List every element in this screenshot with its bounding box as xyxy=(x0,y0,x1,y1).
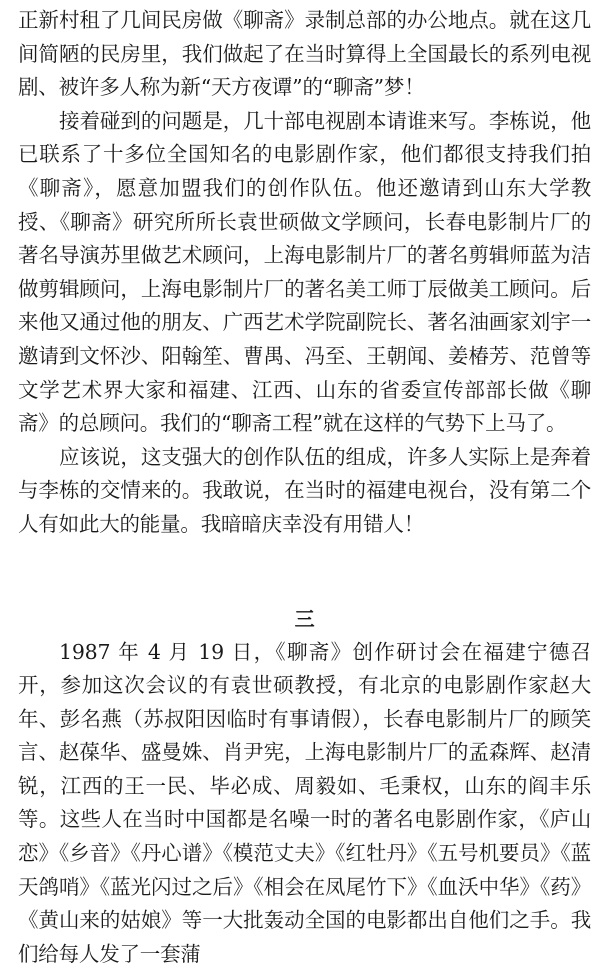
paragraph-writers: 接着碰到的问题是，几十部电视剧本请谁来写。李栋说，他已联系了十多位全国知名的电影剧作家，他们都很支持我们拍《聊斋》，愿意加盟我们的创作队伍。他还邀请到山东大学教授、《聊斋》研究所所长袁世硕做文学顾问，长春电影制片厂的著名导演苏里做艺术顾问，上海电影制片厂的著名剪辑师蓝为洁做剪辑顾问，上海电影制片厂的著名美工师丁辰做美工顾问。后来他又通过他的朋友、广西艺术学院副院长、著名油画家刘宇一邀请到文怀沙、阳翰笙、曹禺、冯至、王朝闻、姜椿芳、范曾等文学艺术界大家和福建、江西、山东的省委宣传部部长做《聊斋》的总顾问。我们的“聊斋工程”就在这样的气势下上马了。 xyxy=(18,105,591,441)
section-spacer xyxy=(18,542,591,602)
paragraph-continuation: 正新村租了几间民房做《聊斋》录制总部的办公地点。就在这几间简陋的民房里，我们做起了在当时算得上全国最长的系列电视剧、被许多人称为新“天方夜谭”的“聊斋”梦！ xyxy=(18,4,591,105)
paragraph-team-strength: 应该说，这支强大的创作队伍的组成，许多人实际上是奔着与李栋的交情来的。我敢说，在当时的福建电视台，没有第二个人有如此大的能量。我暗暗庆幸没有用错人！ xyxy=(18,441,591,542)
paragraph-conference: 1987 年 4 月 19 日，《聊斋》创作研讨会在福建宁德召开，参加这次会议的有袁世硕教授，有北京的电影剧作家赵大年、彭名燕（苏叔阳因临时有事请假），长春电影制片厂的顾笑言、赵葆华、盛曼姝、肖尹宪，上海电影制片厂的孟森辉、赵清锐，江西的王一民、毕必成、周毅如、毛秉权，山东的阎丰乐等。这些人在当时中国都是名噪一时的著名电影剧作家，《庐山恋》《乡音》《丹心谱》《模范丈夫》《红牡丹》《五号机要员》《蓝天鸽哨》《蓝光闪过之后》《相会在凤尾竹下》《血沃中华》《药》《黄山来的姑娘》等一大批轰动全国的电影都出自他们之手。我们给每人发了一套蒲 xyxy=(18,636,591,971)
section-heading: 三 xyxy=(18,602,591,636)
